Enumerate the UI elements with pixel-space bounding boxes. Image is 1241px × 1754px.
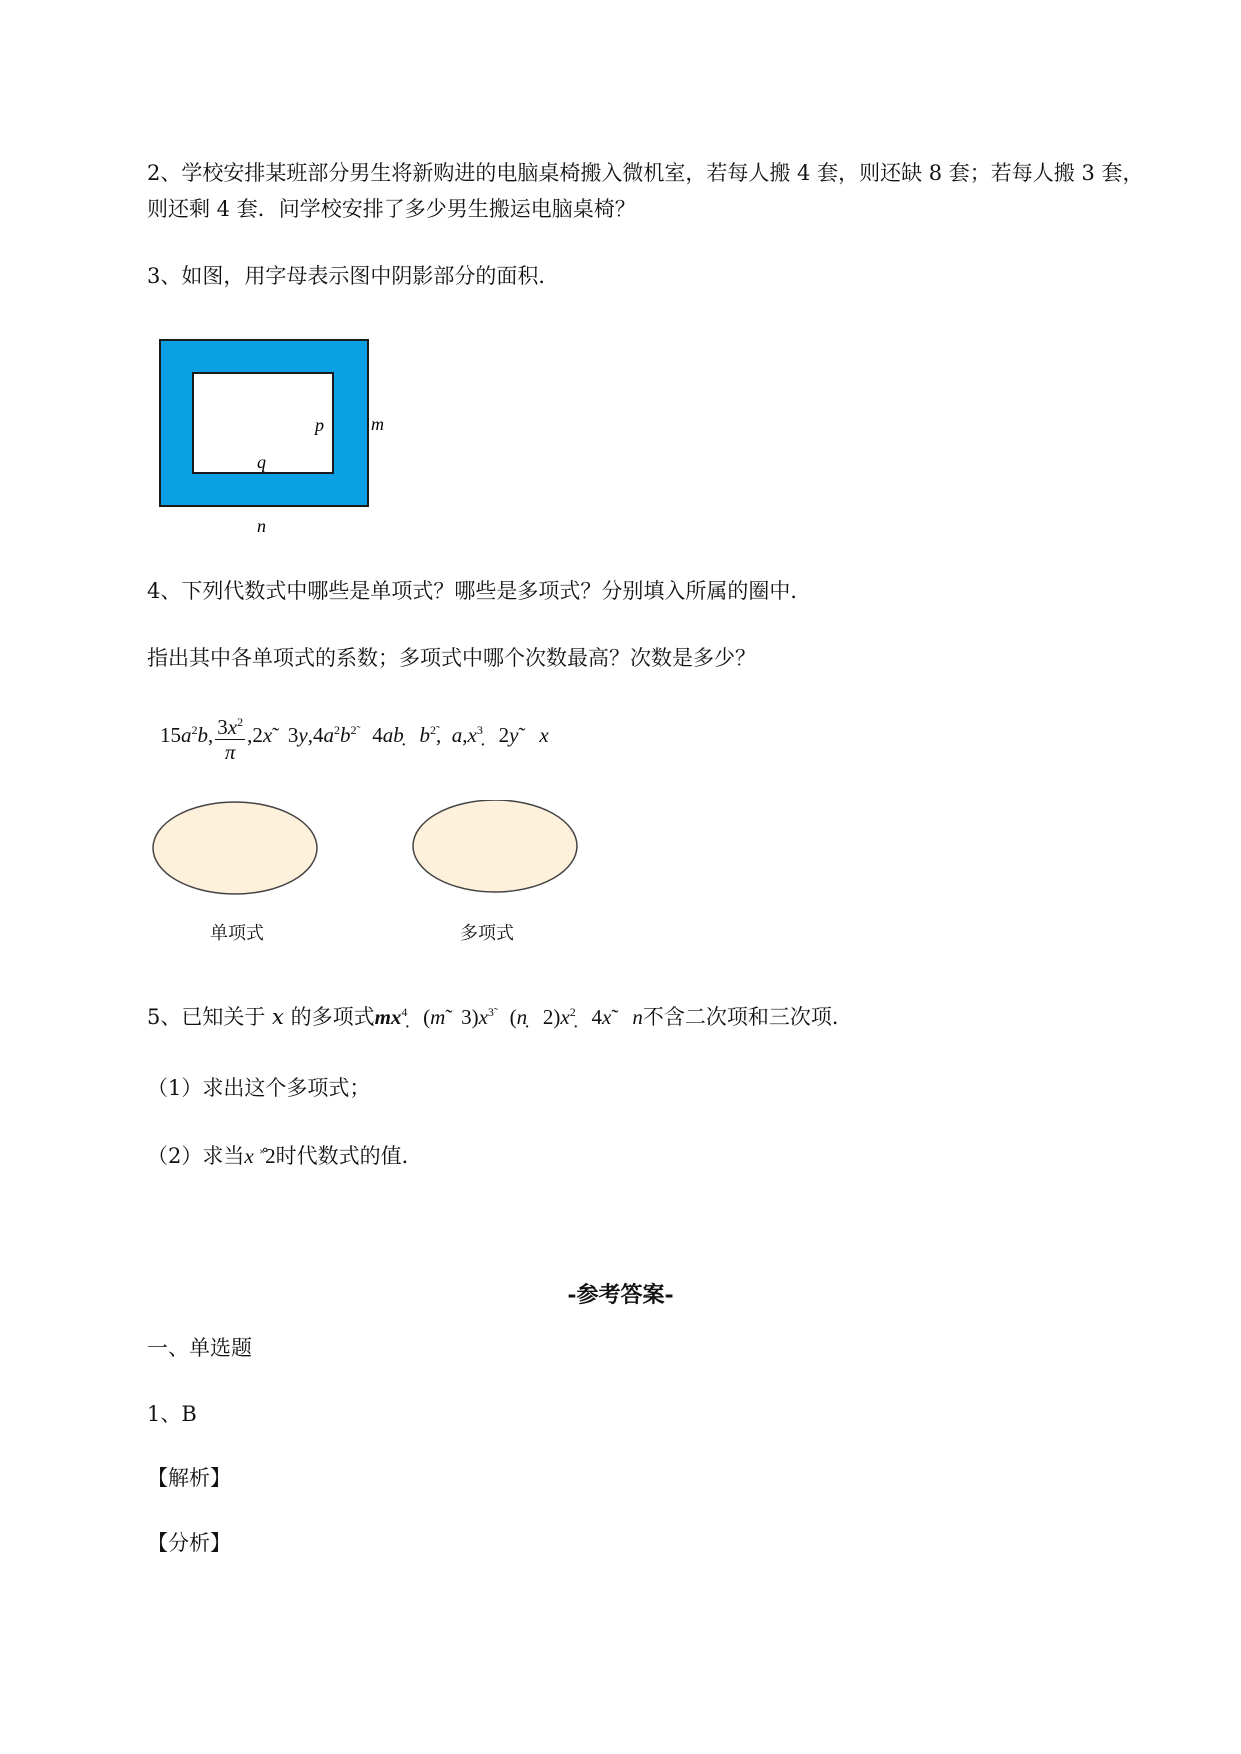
expression-list: $15a^2b$, $\frac{3x^2}{\pi}$ ,2x̃ $3y,4a^2b^{2̃}$ 4aḅ $b^{2̃}$, $a,x^3̣$ 2ỹ x [160,710,549,764]
question-3: 3、如图，用字母表示图中阴影部分的面积． [147,264,560,288]
question-2: 2、学校安排某班部分男生将新购进的电脑桌椅搬入微机室，若每人搬 4 套，则还缺 8 套；若每人搬 3 套，则还剩 4 套．问学校安排了多少男生搬运电脑桌椅？ [147,161,1144,221]
monomial-label: 单项式 [210,923,264,944]
question-5-part-2 [147,1136,423,1172]
question-4-line2: 指出其中各单项式的系数；多项式中哪个次数最高？次数是多少？ [147,646,756,670]
q5-sub2-expr: x ×̊2 [244,1144,276,1168]
question-4-line1: 4、下列代数式中哪些是单项式？哪些是多项式？分别填入所属的圈中． [147,579,812,603]
label-p: p [315,415,324,435]
q5-prefix: 5、已知关于 [147,1005,273,1029]
answer-heading: -参考答案- [567,1282,674,1308]
analysis-label: 【解析】 [147,1466,231,1490]
q5-suffix: 不含二次项和三次项． [642,1005,853,1029]
q5-sub2-prefix: （2）求当 [147,1144,245,1168]
question-5-part-1: （1）求出这个多项式； [147,1076,371,1100]
q5-sub2-suffix: 时代数式的值． [275,1144,423,1168]
q5-var: x [272,1005,284,1029]
label-n: n [257,516,266,536]
polynomial-ellipse [413,800,577,892]
label-q: q [257,452,266,472]
fenxi-label: 【分析】 [147,1531,231,1555]
q5-polynomial: $mx^4̣$ (m̃ $3)x^{3̃}$ (ṇ $2)x^2̣$ 4x̃ n [374,1005,643,1029]
polynomial-label: 多项式 [460,923,514,944]
label-m: m [371,414,384,434]
answer-1: 1、B [147,1402,197,1426]
monomial-ellipse [153,802,317,894]
shaded-frame-figure [155,335,415,545]
question-5 [147,996,853,1033]
section-title: 一、单选题 [147,1336,252,1360]
q5-mid: 的多项式 [283,1005,375,1029]
